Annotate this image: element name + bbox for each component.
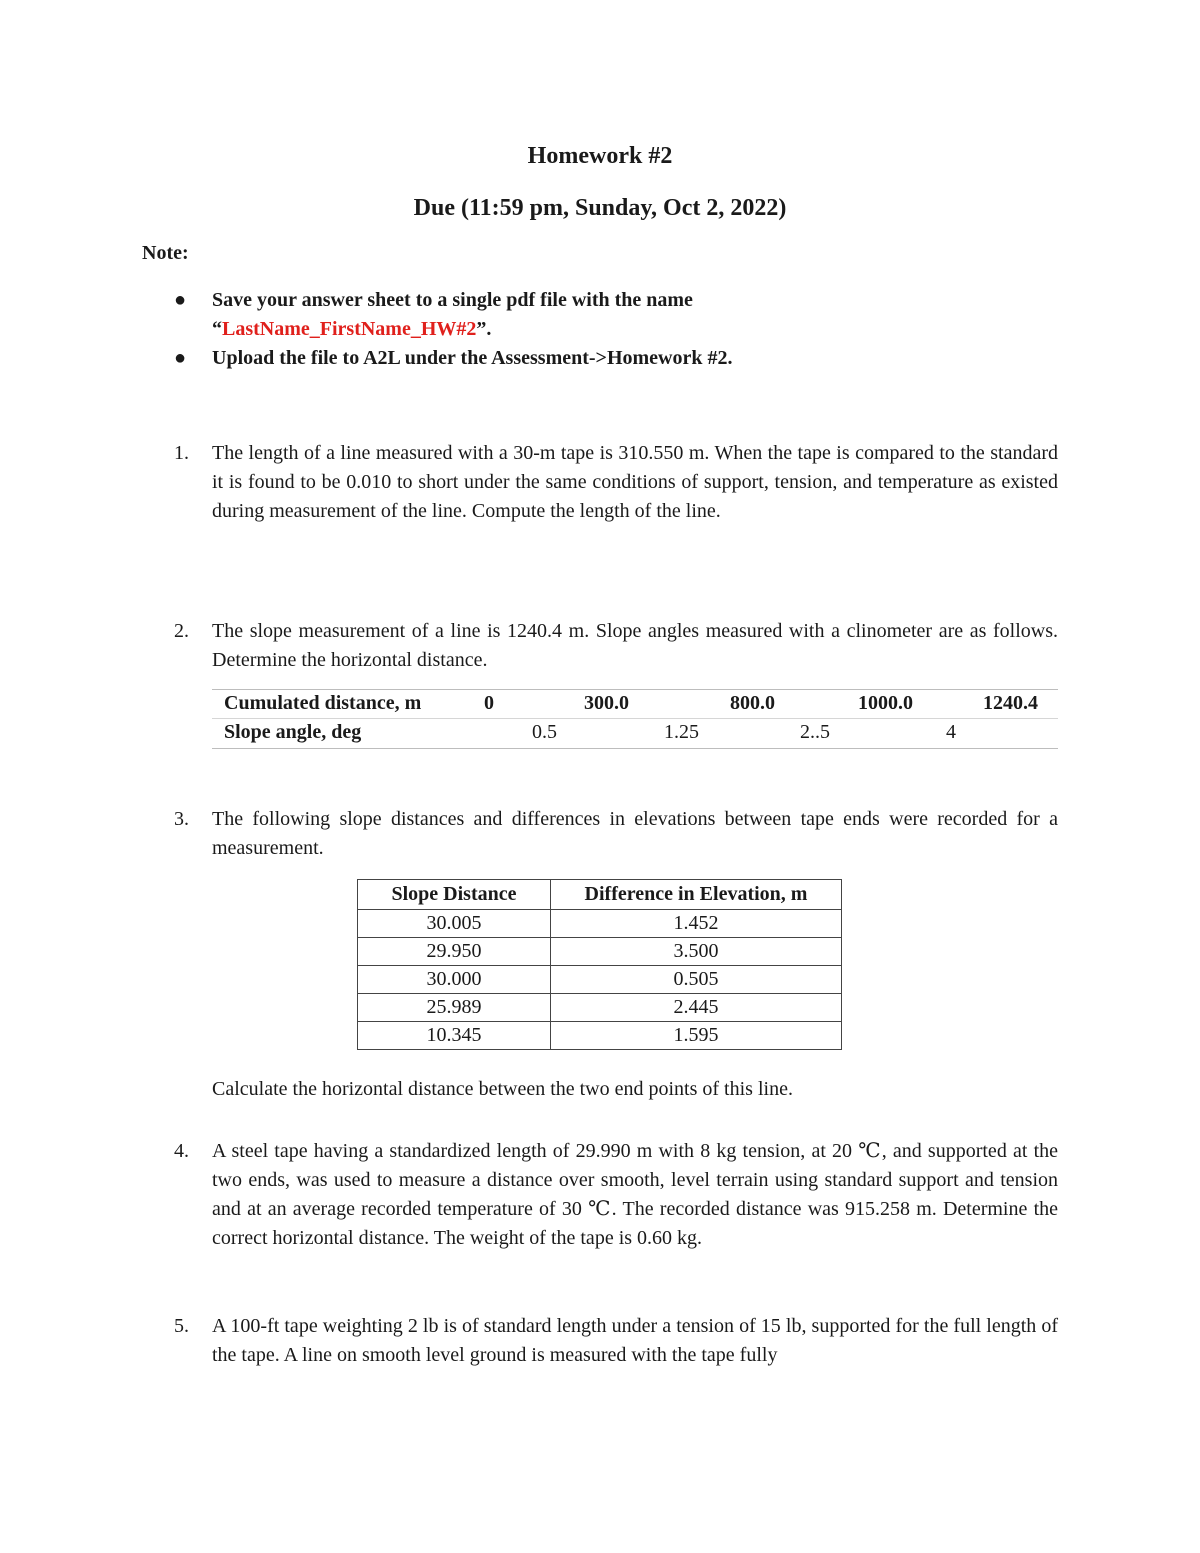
column-header-elevation-difference: Difference in Elevation, m bbox=[551, 880, 842, 910]
question-number: 5. bbox=[174, 1315, 189, 1337]
slope-distance-cell: 30.005 bbox=[358, 910, 551, 938]
bullet-1-prefix: Save your answer sheet to a single pdf file with the name bbox=[212, 289, 693, 311]
open-quote: “ bbox=[212, 318, 222, 340]
elevation-cell: 0.505 bbox=[551, 966, 842, 994]
question-number: 1. bbox=[174, 442, 189, 464]
question-number: 3. bbox=[174, 808, 189, 830]
note-bullet-2 bbox=[174, 344, 1054, 373]
close-quote: ”. bbox=[476, 318, 492, 340]
slope-distance-cell: 29.950 bbox=[358, 938, 551, 966]
distance-cell: 300.0 bbox=[584, 692, 629, 714]
distance-cell: 1000.0 bbox=[858, 692, 913, 714]
table-row bbox=[358, 966, 842, 994]
table-row bbox=[358, 994, 842, 1022]
question-3-instruction: Calculate the horizontal distance between the two end points of this line. bbox=[212, 1078, 793, 1100]
question-2 bbox=[174, 617, 1058, 675]
table-divider bbox=[212, 718, 1058, 719]
question-text: The length of a line measured with a 30-m tape is 310.550 m. When the tape is compared to the standard it is found to be 0.010 to short under the same conditions of support, tension, and temperature as existed during measurement of the line. Compute the length of the line. bbox=[212, 442, 1058, 522]
question-4 bbox=[174, 1137, 1058, 1253]
question-3 bbox=[174, 805, 1058, 863]
bullet-2-text: Upload the file to A2L under the Assessment->Homework #2. bbox=[212, 347, 733, 369]
note-bullet-list bbox=[174, 286, 1054, 373]
note-label: Note: bbox=[142, 242, 189, 264]
question-text: A steel tape having a standardized length of 29.990 m with 8 kg tension, at 20 ℃, and supported at the two ends, was used to measure a distance over smooth, level terrain using standard support and tension and at an average recorded temperature of 30 ℃. The recorded distance was 915.258 m. Determine the correct horizontal distance. The weight of the tape is 0.60 kg. bbox=[212, 1140, 1058, 1249]
row-label-cumulated-distance: Cumulated distance, m bbox=[224, 692, 422, 714]
document-title: Homework #2 bbox=[527, 143, 673, 169]
question-text: The following slope distances and differences in elevations between tape ends were recorded for a measurement. bbox=[212, 808, 1058, 859]
elevation-cell: 1.452 bbox=[551, 910, 842, 938]
table-row bbox=[358, 910, 842, 938]
slope-angle-table bbox=[212, 689, 1058, 749]
question-1 bbox=[174, 439, 1058, 526]
angle-cell: 4 bbox=[946, 721, 956, 743]
angle-cell: 2..5 bbox=[800, 721, 830, 743]
table-row bbox=[358, 938, 842, 966]
elevation-cell: 3.500 bbox=[551, 938, 842, 966]
distance-cell: 1240.4 bbox=[983, 692, 1038, 714]
elevation-table bbox=[357, 879, 842, 1050]
angle-cell: 1.25 bbox=[664, 721, 699, 743]
table-header-row bbox=[358, 880, 842, 910]
distance-cell: 800.0 bbox=[730, 692, 775, 714]
bullet-icon: ● bbox=[174, 347, 187, 369]
slope-distance-cell: 30.000 bbox=[358, 966, 551, 994]
slope-distance-cell: 25.989 bbox=[358, 994, 551, 1022]
due-date: Due (11:59 pm, Sunday, Oct 2, 2022) bbox=[413, 195, 787, 221]
question-5 bbox=[174, 1312, 1058, 1370]
question-number: 2. bbox=[174, 620, 189, 642]
bullet-1-filename-line bbox=[212, 315, 1054, 344]
row-label-slope-angle: Slope angle, deg bbox=[224, 721, 362, 743]
angle-cell: 0.5 bbox=[532, 721, 557, 743]
question-number: 4. bbox=[174, 1140, 189, 1162]
question-text: A 100-ft tape weighting 2 lb is of standard length under a tension of 15 lb, supported for the full length of the tape. A line on smooth level ground is measured with the tape fully bbox=[212, 1315, 1058, 1366]
slope-distance-cell: 10.345 bbox=[358, 1022, 551, 1050]
elevation-cell: 1.595 bbox=[551, 1022, 842, 1050]
elevation-cell: 2.445 bbox=[551, 994, 842, 1022]
bullet-icon: ● bbox=[174, 289, 187, 311]
column-header-slope-distance: Slope Distance bbox=[358, 880, 551, 910]
note-bullet-1 bbox=[174, 286, 1054, 344]
filename-highlight: LastName_FirstName_HW#2 bbox=[222, 318, 477, 340]
table-row bbox=[358, 1022, 842, 1050]
distance-cell: 0 bbox=[484, 692, 494, 714]
question-text: The slope measurement of a line is 1240.4 m. Slope angles measured with a clinometer are as follows. Determine the horizontal distance. bbox=[212, 620, 1058, 671]
